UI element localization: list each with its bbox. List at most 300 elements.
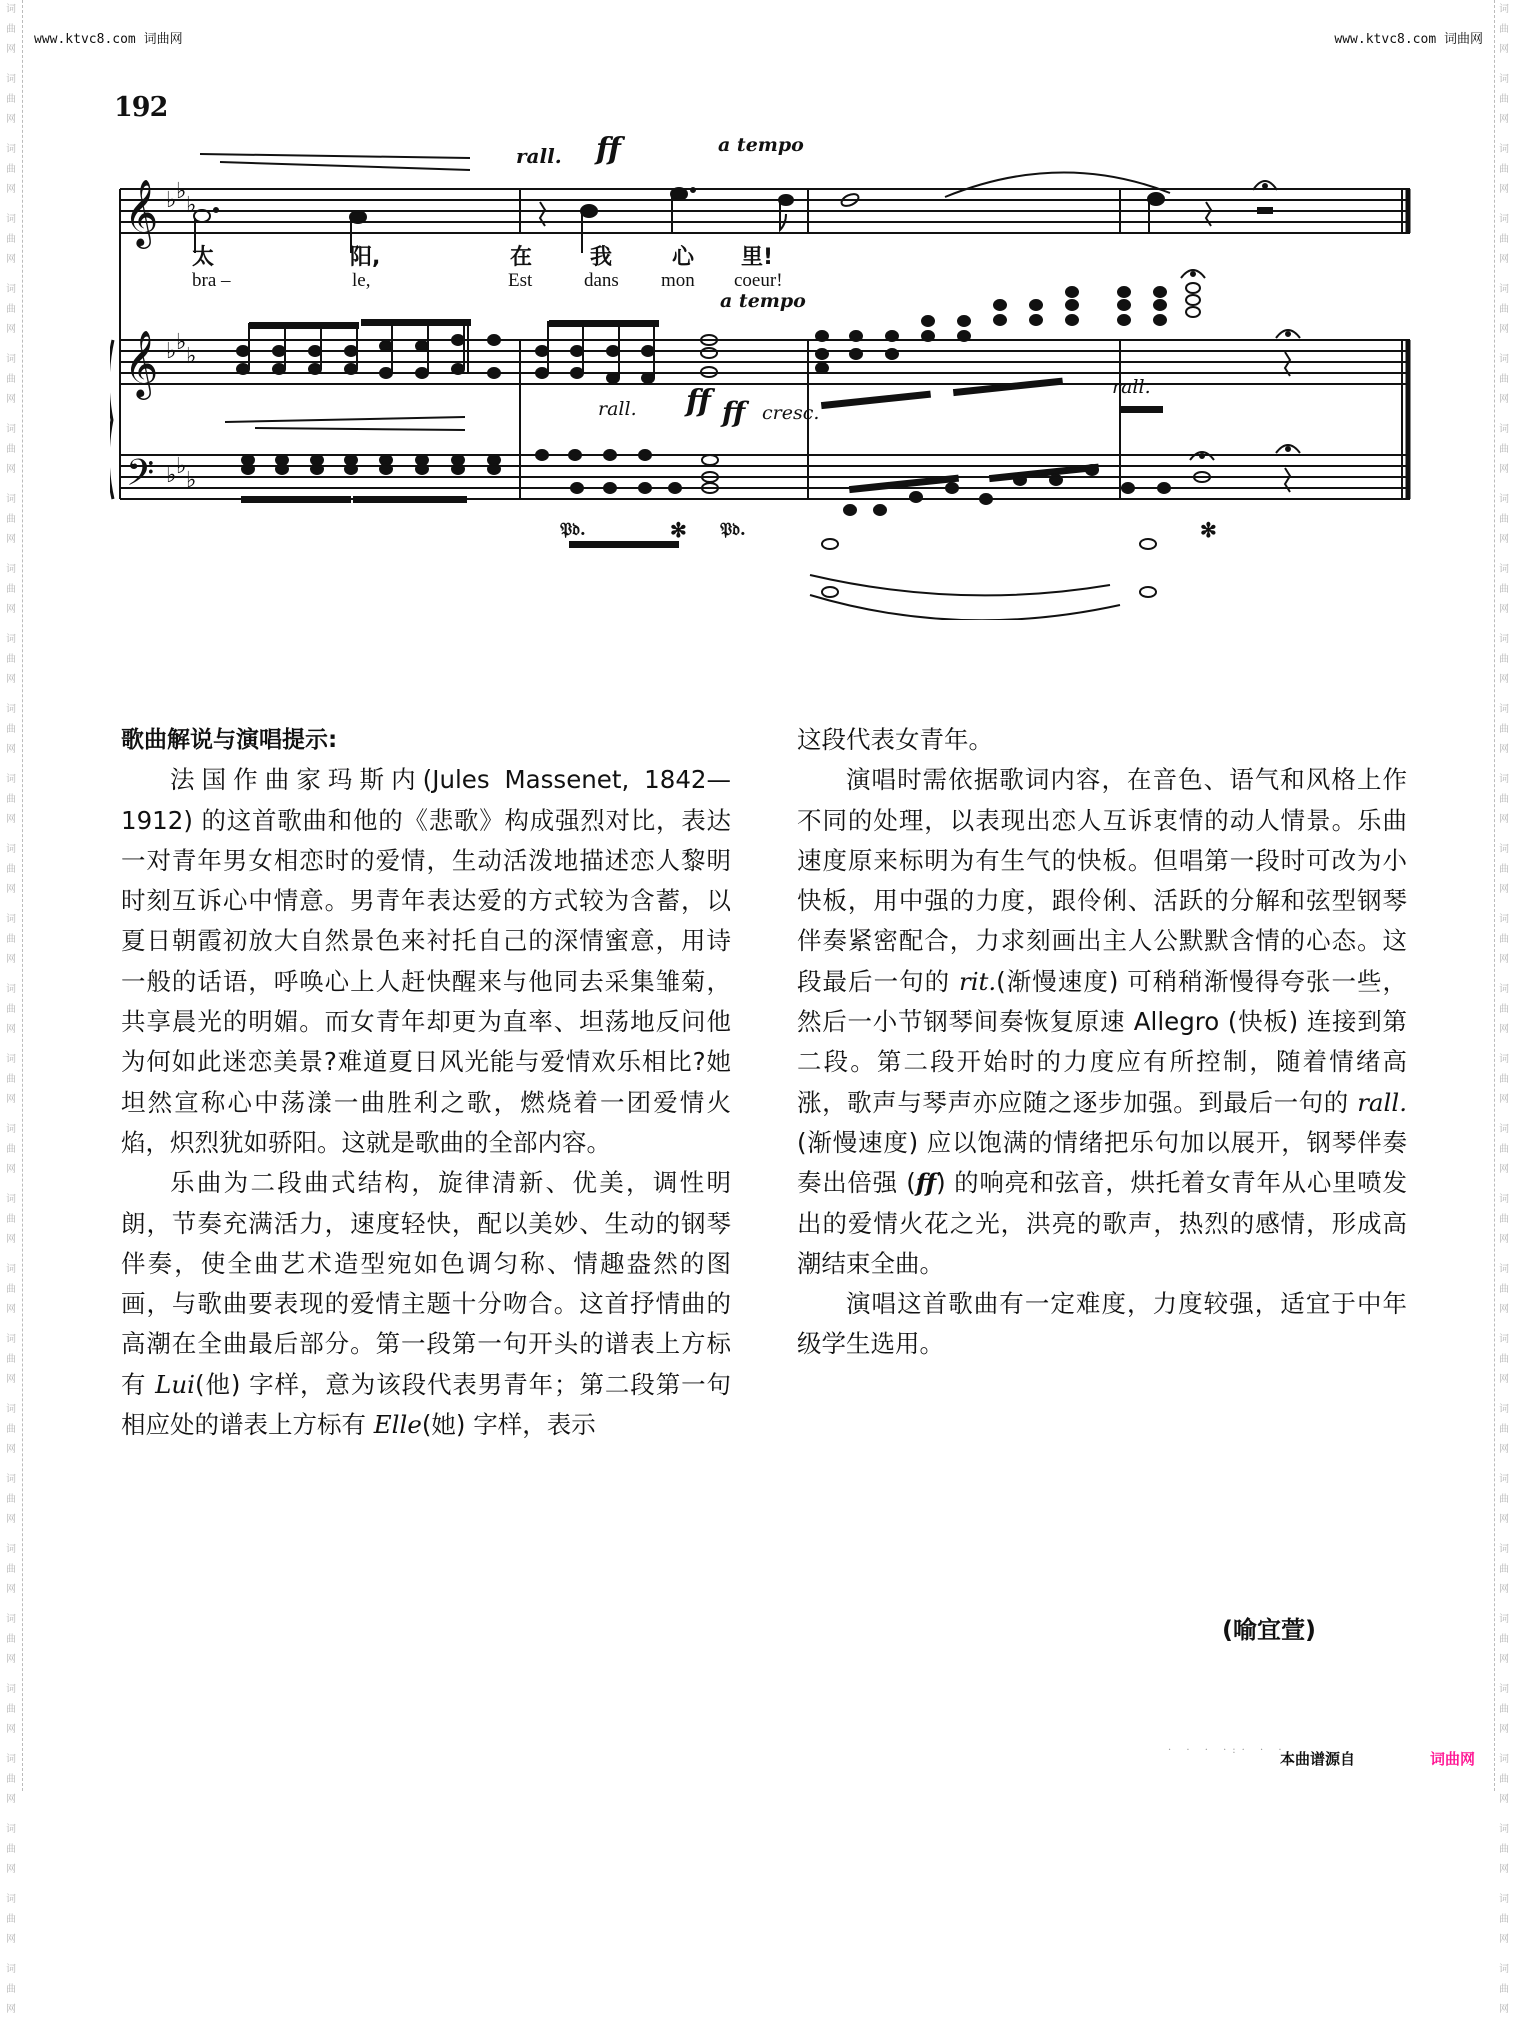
paragraph-text: (渐慢速度) 可稍稍渐慢得夸张一些，然后一小节钢琴间奏恢复原速 Allegro (快板) 连接到第二段。第二段开始时的力度应有所控制，随着情绪高涨，歌声与琴声亦应随之逐步加强。到最后一句的	[797, 966, 1407, 1117]
svg-text:♭: ♭	[166, 339, 177, 364]
footer-dots: · · · ·:· · ·	[1168, 1745, 1288, 1756]
side-watermark-char: 曲	[1499, 1844, 1509, 1855]
side-watermark-group	[0, 490, 22, 550]
side-watermark-char: 网	[1499, 604, 1509, 615]
side-watermark-char: 词	[6, 1124, 16, 1135]
side-watermark-char: 词	[1499, 1124, 1509, 1135]
lyric-fr-2: le,	[352, 270, 371, 291]
paragraph-text: 乐曲为二段曲式结构，旋律清新、优美，调性明朗，节奏充满活力，速度轻快，配以美妙、生动的钢琴伴奏，使全曲艺术造型宛如色调匀称、情趣盎然的图画，与歌曲要表现的爱情主题十分吻合。这首抒情曲的高潮在全曲最后部分。第一段第一句开头的谱表上方标有	[121, 1168, 731, 1399]
side-watermark-char: 网	[6, 254, 16, 265]
pedal-release-marking: ✻	[670, 518, 687, 542]
side-watermark-char: 网	[1499, 44, 1509, 55]
side-watermark-group	[0, 280, 22, 340]
lyric-cn-4: 我	[590, 245, 613, 270]
side-watermark-char: 词	[1499, 1754, 1509, 1765]
side-watermark-char: 词	[6, 984, 16, 995]
side-watermark-char: 曲	[1499, 1144, 1509, 1155]
footer-brand-link[interactable]: 词曲网	[1430, 1750, 1476, 1768]
side-watermark-char: 网	[6, 604, 16, 615]
side-watermark-group	[0, 1610, 22, 1670]
side-watermark-char: 曲	[6, 1144, 16, 1155]
side-watermark-char: 曲	[1499, 1984, 1509, 1995]
side-watermark-char: 词	[6, 564, 16, 575]
side-watermark-char: 词	[1499, 1824, 1509, 1835]
svg-text:♭: ♭	[186, 344, 197, 369]
side-watermark-char: 网	[1499, 464, 1509, 475]
side-watermark-char: 曲	[1499, 1914, 1509, 1925]
site-name: 词曲网	[143, 32, 183, 47]
lyric-cn-2: 阳,	[350, 245, 381, 270]
treble-clef-icon: 𝄞	[124, 329, 159, 397]
svg-text:♭: ♭	[176, 454, 187, 479]
side-watermark-char: 曲	[6, 1984, 16, 1995]
side-watermark-char: 曲	[6, 94, 16, 105]
term-elle: Elle	[373, 1410, 422, 1440]
side-watermark-char: 网	[1499, 1374, 1509, 1385]
treble-clef-icon: 𝄞	[124, 178, 159, 246]
side-watermark-char: 词	[1499, 774, 1509, 785]
side-watermark-group	[0, 910, 22, 970]
side-watermark-group	[0, 1400, 22, 1460]
side-watermark-group	[1495, 1680, 1513, 1740]
side-watermark-char: 曲	[6, 1284, 16, 1295]
side-watermark-char: 网	[6, 1304, 16, 1315]
side-watermark-char: 词	[1499, 354, 1509, 365]
side-watermark-char: 网	[6, 1724, 16, 1735]
side-watermark-char: 网	[6, 1094, 16, 1105]
left-watermark-strip	[0, 0, 23, 2015]
side-watermark-group	[0, 630, 22, 690]
lyric-fr-4: dans	[584, 270, 619, 291]
svg-text:♭: ♭	[186, 468, 197, 493]
side-watermark-char: 网	[1499, 954, 1509, 965]
side-watermark-char: 曲	[1499, 934, 1509, 945]
side-watermark-group	[0, 0, 22, 60]
side-watermark-char: 网	[6, 1024, 16, 1035]
side-watermark-char: 词	[6, 914, 16, 925]
piano-rall2-marking: rall.	[1112, 376, 1151, 398]
side-watermark-char: 网	[6, 1374, 16, 1385]
side-watermark-char: 网	[1499, 324, 1509, 335]
side-watermark-char: 曲	[6, 1844, 16, 1855]
side-watermark-char: 词	[6, 1754, 16, 1765]
svg-text:♭: ♭	[166, 463, 177, 488]
side-watermark-char: 曲	[6, 654, 16, 665]
lyric-fr-1: bra –	[192, 270, 231, 291]
side-watermark-group	[1495, 1400, 1513, 1460]
side-watermark-group	[0, 1890, 22, 1950]
side-watermark-group	[1495, 910, 1513, 970]
side-watermark-char: 词	[1499, 214, 1509, 225]
ff-marking: ff	[596, 132, 621, 167]
side-watermark-group	[1495, 1960, 1513, 2020]
side-watermark-char: 曲	[6, 1424, 16, 1435]
side-watermark-char: 词	[1499, 1194, 1509, 1205]
side-watermark-char: 网	[6, 744, 16, 755]
side-watermark-char: 曲	[1499, 1214, 1509, 1225]
side-watermark-char: 词	[1499, 704, 1509, 715]
side-watermark-char: 网	[1499, 534, 1509, 545]
side-watermark-char: 曲	[1499, 1564, 1509, 1575]
side-watermark-char: 曲	[6, 934, 16, 945]
side-watermark-group	[1495, 770, 1513, 830]
side-watermark-char: 词	[6, 634, 16, 645]
side-watermark-char: 词	[1499, 564, 1509, 575]
side-watermark-char: 曲	[1499, 1774, 1509, 1785]
article-paragraph	[121, 1163, 731, 1445]
lyric-cn-1: 太	[192, 245, 215, 270]
article-left-column	[121, 720, 731, 1445]
side-watermark-char: 词	[1499, 1054, 1509, 1065]
article-paragraph	[797, 760, 1407, 1284]
side-watermark-group	[0, 1190, 22, 1250]
side-watermark-char: 曲	[1499, 1354, 1509, 1365]
side-watermark-char: 词	[1499, 424, 1509, 435]
site-watermark-left	[34, 28, 183, 47]
voice-staff	[120, 189, 1410, 233]
author-credit: (喻宜萱)	[1222, 1616, 1316, 1644]
piano-ff-marking: ff	[686, 384, 711, 419]
side-watermark-group	[1495, 420, 1513, 480]
side-watermark-group	[1495, 980, 1513, 1040]
side-watermark-char: 网	[6, 1514, 16, 1525]
side-watermark-group	[0, 1120, 22, 1180]
side-watermark-group	[1495, 1120, 1513, 1180]
score-notation	[110, 140, 1420, 620]
article-paragraph: 法国作曲家玛斯内(Jules Massenet, 1842—1912) 的这首歌曲和他的《悲歌》构成强烈对比，表达一对青年男女相恋时的爱情，生动活泼地描述恋人黎明时刻互诉心中情意。男青年表达爱的方式较为含蓄，以夏日朝霞初放大自然景色来衬托自己的深情蜜意，用诗一般的话语，呼唤心上人赶快醒来与他同去采集雏菊，共享晨光的明媚。而女青年却更为直率、坦荡地反问他为何如此迷恋美景?难道夏日风光能与爱情欢乐相比?她坦然宣称心中荡漾一曲胜利之歌，燃烧着一团爱情火焰，炽烈犹如骄阳。这就是歌曲的全部内容。	[121, 765, 731, 1157]
side-watermark-char: 曲	[1499, 1424, 1509, 1435]
side-watermark-char: 曲	[1499, 164, 1509, 175]
side-watermark-char: 曲	[1499, 724, 1509, 735]
side-watermark-group	[0, 980, 22, 1040]
side-watermark-char: 词	[6, 1824, 16, 1835]
side-watermark-char: 网	[1499, 1444, 1509, 1455]
term-ff: ff	[915, 1168, 937, 1198]
side-watermark-group	[0, 1050, 22, 1110]
side-watermark-char: 曲	[1499, 94, 1509, 105]
side-watermark-char: 曲	[6, 864, 16, 875]
side-watermark-char: 网	[6, 464, 16, 475]
svg-text:♭: ♭	[176, 179, 187, 204]
side-watermark-char: 曲	[1499, 584, 1509, 595]
side-watermark-group	[0, 700, 22, 760]
side-watermark-char: 词	[1499, 984, 1509, 995]
side-watermark-group	[0, 1820, 22, 1880]
side-watermark-char: 词	[1499, 4, 1509, 15]
side-watermark-char: 曲	[1499, 1634, 1509, 1645]
lyric-fr-5: mon	[661, 270, 695, 291]
side-watermark-char: 网	[6, 324, 16, 335]
side-watermark-char: 网	[1499, 1584, 1509, 1595]
side-watermark-group	[1495, 1890, 1513, 1950]
paragraph-text: (她) 字样，表示	[421, 1410, 596, 1440]
side-watermark-char: 曲	[1499, 654, 1509, 665]
side-watermark-char: 曲	[6, 1774, 16, 1785]
piano-rall-marking: rall.	[598, 398, 637, 420]
term-rall: rall.	[1357, 1087, 1407, 1117]
side-watermark-char: 词	[6, 1054, 16, 1065]
side-watermark-char: 曲	[6, 1214, 16, 1225]
side-watermark-char: 词	[1499, 1894, 1509, 1905]
side-watermark-char: 词	[1499, 1684, 1509, 1695]
term-lui: Lui	[155, 1369, 196, 1399]
side-watermark-char: 网	[6, 1234, 16, 1245]
side-watermark-char: 曲	[6, 234, 16, 245]
side-watermark-char: 词	[6, 844, 16, 855]
side-watermark-char: 词	[6, 1964, 16, 1975]
side-watermark-group	[0, 70, 22, 130]
side-watermark-char: 网	[1499, 1164, 1509, 1175]
piano-ff-cresc-marking: ff	[722, 396, 746, 429]
treble-rising-chords	[816, 270, 1300, 376]
site-url: www.ktvc8.com	[1334, 32, 1437, 47]
side-watermark-group	[1495, 1190, 1513, 1250]
side-watermark-group	[0, 770, 22, 830]
side-watermark-char: 曲	[6, 584, 16, 595]
side-watermark-char: 网	[6, 674, 16, 685]
side-watermark-char: 词	[6, 1474, 16, 1485]
side-watermark-char: 词	[1499, 634, 1509, 645]
rall-marking: rall.	[516, 144, 562, 168]
side-watermark-group	[1495, 280, 1513, 340]
side-watermark-char: 网	[6, 1934, 16, 1945]
side-watermark-char: 词	[6, 704, 16, 715]
side-watermark-group	[1495, 1050, 1513, 1110]
side-watermark-char: 网	[1499, 1094, 1509, 1105]
side-watermark-group	[1495, 1820, 1513, 1880]
side-watermark-char: 曲	[1499, 304, 1509, 315]
side-watermark-char: 网	[1499, 114, 1509, 125]
side-watermark-char: 词	[1499, 1614, 1509, 1625]
side-watermark-char: 曲	[6, 444, 16, 455]
side-watermark-group	[0, 140, 22, 200]
side-watermark-char: 网	[6, 184, 16, 195]
side-watermark-char: 网	[1499, 254, 1509, 265]
article-paragraph: 这段代表女青年。	[797, 725, 993, 754]
side-watermark-char: 曲	[6, 794, 16, 805]
pedal-release-marking: ✻	[1200, 518, 1217, 542]
side-watermark-group	[1495, 490, 1513, 550]
side-watermark-char: 网	[6, 114, 16, 125]
side-watermark-char: 网	[1499, 884, 1509, 895]
right-watermark-strip	[1494, 0, 1513, 2015]
side-watermark-char: 曲	[6, 164, 16, 175]
paragraph-text: 演唱时需依据歌词内容，在音色、语气和风格上作不同的处理，以表现出恋人互诉衷情的动人情景。乐曲速度原来标明为有生气的快板。但唱第一段时可改为小快板，用中强的力度，跟伶俐、活跃的分解和弦型钢琴伴奏紧密配合，力求刻画出主人公默默含情的心态。这段最后一句的	[797, 765, 1407, 996]
side-watermark-char: 词	[6, 4, 16, 15]
side-watermark-char: 网	[1499, 1024, 1509, 1035]
side-watermark-group	[0, 210, 22, 270]
side-watermark-group	[0, 560, 22, 620]
side-watermark-char: 网	[6, 2004, 16, 2015]
side-watermark-char: 词	[1499, 144, 1509, 155]
side-watermark-char: 网	[1499, 394, 1509, 405]
side-watermark-char: 网	[1499, 1724, 1509, 1735]
side-watermark-char: 网	[6, 1164, 16, 1175]
side-watermark-char: 词	[6, 284, 16, 295]
side-watermark-group	[1495, 350, 1513, 410]
svg-text:♭: ♭	[186, 193, 197, 218]
side-watermark-char: 网	[1499, 1864, 1509, 1875]
side-watermark-char: 词	[6, 74, 16, 85]
side-watermark-char: 词	[1499, 844, 1509, 855]
side-watermark-char: 曲	[6, 304, 16, 315]
side-watermark-char: 曲	[6, 24, 16, 35]
side-watermark-char: 网	[1499, 1514, 1509, 1525]
side-watermark-char: 词	[6, 494, 16, 505]
side-watermark-char: 网	[6, 1654, 16, 1665]
side-watermark-char: 网	[1499, 1934, 1509, 1945]
side-watermark-char: 词	[1499, 1264, 1509, 1275]
side-watermark-group	[1495, 1610, 1513, 1670]
side-watermark-char: 曲	[1499, 1494, 1509, 1505]
side-watermark-char: 网	[6, 394, 16, 405]
lyric-cn-3: 在	[510, 245, 533, 270]
side-watermark-char: 曲	[1499, 374, 1509, 385]
side-watermark-group	[0, 420, 22, 480]
page-number: 192	[114, 92, 168, 123]
side-watermark-char: 网	[6, 44, 16, 55]
side-watermark-char: 词	[6, 1194, 16, 1205]
side-watermark-group	[1495, 140, 1513, 200]
side-watermark-char: 曲	[1499, 1004, 1509, 1015]
side-watermark-group	[1495, 1330, 1513, 1390]
site-url: www.ktvc8.com	[34, 32, 136, 47]
side-watermark-char: 网	[6, 1794, 16, 1805]
side-watermark-char: 曲	[6, 1634, 16, 1645]
side-watermark-char: 曲	[6, 724, 16, 735]
side-watermark-group	[1495, 1470, 1513, 1530]
side-watermark-char: 网	[6, 1444, 16, 1455]
side-watermark-char: 曲	[6, 514, 16, 525]
side-watermark-group	[0, 840, 22, 900]
side-watermark-char: 网	[1499, 1304, 1509, 1315]
pedal-down-marking: 𝔓𝔡.	[720, 520, 746, 540]
side-watermark-char: 网	[1499, 674, 1509, 685]
svg-text:♭: ♭	[176, 330, 187, 355]
side-watermark-group	[0, 350, 22, 410]
article-paragraph: 演唱这首歌曲有一定难度，力度较强，适宜于中年级学生选用。	[797, 1289, 1407, 1359]
side-watermark-char: 曲	[6, 374, 16, 385]
side-watermark-group	[0, 1680, 22, 1740]
term-rit: rit.	[958, 966, 997, 996]
side-watermark-char: 词	[6, 354, 16, 365]
side-watermark-char: 网	[1499, 1234, 1509, 1245]
side-watermark-char: 词	[1499, 1404, 1509, 1415]
side-watermark-group	[1495, 210, 1513, 270]
side-watermark-char: 曲	[1499, 864, 1509, 875]
side-watermark-group	[0, 1750, 22, 1810]
paragraph-text: ) 的响亮和弦音，烘托着女青年从心里喷发出的爱情火花之光，洪亮的歌声，热烈的感情，形成高潮结束全曲。	[797, 1168, 1407, 1278]
side-watermark-group	[1495, 560, 1513, 620]
side-watermark-char: 词	[1499, 494, 1509, 505]
side-watermark-char: 词	[1499, 74, 1509, 85]
side-watermark-group	[0, 1470, 22, 1530]
side-watermark-char: 词	[6, 1334, 16, 1345]
side-watermark-char: 曲	[1499, 24, 1509, 35]
side-watermark-char: 曲	[1499, 1704, 1509, 1715]
side-watermark-char: 网	[1499, 814, 1509, 825]
side-watermark-group	[1495, 70, 1513, 130]
side-watermark-group	[1495, 1540, 1513, 1600]
side-watermark-char: 曲	[1499, 444, 1509, 455]
side-watermark-char: 词	[1499, 1544, 1509, 1555]
side-watermark-char: 曲	[6, 1494, 16, 1505]
side-watermark-group	[1495, 1260, 1513, 1320]
a-tempo-marking: a tempo	[718, 134, 804, 156]
piano-a-tempo-marking: a tempo	[720, 290, 806, 312]
side-watermark-char: 曲	[6, 1354, 16, 1365]
side-watermark-char: 曲	[1499, 1074, 1509, 1085]
bass-chords	[242, 450, 718, 493]
pedal-down-marking: 𝔓𝔡.	[560, 520, 586, 540]
side-watermark-char: 词	[6, 1894, 16, 1905]
side-watermark-char: 词	[6, 1614, 16, 1625]
side-watermark-char: 词	[1499, 1334, 1509, 1345]
side-watermark-char: 词	[6, 214, 16, 225]
side-watermark-char: 网	[6, 814, 16, 825]
site-watermark-right	[1334, 28, 1483, 47]
side-watermark-char: 词	[1499, 1474, 1509, 1485]
cresc-marking: cresc.	[762, 402, 820, 424]
side-watermark-char: 曲	[6, 1004, 16, 1015]
side-watermark-char: 词	[1499, 284, 1509, 295]
paragraph-text: (他) 字样，意为该段代表男青年；第二段第一句相应处的谱表上方标有	[121, 1369, 732, 1440]
footer-source-label: 本曲谱源自	[1280, 1750, 1356, 1768]
side-watermark-group	[1495, 700, 1513, 760]
side-watermark-char: 曲	[6, 1564, 16, 1575]
lyric-fr-3: Est	[508, 270, 533, 291]
side-watermark-char: 网	[1499, 1794, 1509, 1805]
side-watermark-char: 曲	[1499, 794, 1509, 805]
side-watermark-char: 网	[1499, 744, 1509, 755]
side-watermark-char: 词	[1499, 1964, 1509, 1975]
side-watermark-group	[1495, 630, 1513, 690]
side-watermark-char: 网	[1499, 184, 1509, 195]
side-watermark-group	[0, 1330, 22, 1390]
side-watermark-char: 词	[6, 1404, 16, 1415]
side-watermark-char: 词	[6, 774, 16, 785]
side-watermark-group	[1495, 1750, 1513, 1810]
side-watermark-char: 词	[6, 1264, 16, 1275]
paragraph-text: (渐慢速度) 应以饱满的情绪把乐句加以展开，钢琴伴奏奏出倍强 (	[797, 1127, 1407, 1198]
lyric-fr-6: coeur!	[734, 270, 783, 291]
lyric-cn-6: 里!	[741, 245, 774, 270]
side-watermark-char: 网	[1499, 2004, 1509, 2015]
side-watermark-char: 词	[6, 424, 16, 435]
side-watermark-group	[0, 1960, 22, 2020]
side-watermark-char: 曲	[6, 1074, 16, 1085]
side-watermark-char: 曲	[1499, 1284, 1509, 1295]
side-watermark-char: 网	[6, 954, 16, 965]
lyric-cn-5: 心	[672, 245, 695, 270]
side-watermark-group	[1495, 0, 1513, 60]
side-watermark-char: 词	[6, 1684, 16, 1695]
side-watermark-char: 网	[1499, 1654, 1509, 1665]
side-watermark-char: 网	[6, 1864, 16, 1875]
music-score	[110, 132, 1420, 620]
site-name: 词曲网	[1443, 32, 1483, 47]
svg-text:♭: ♭	[166, 188, 177, 213]
side-watermark-group	[0, 1260, 22, 1320]
side-watermark-group	[0, 1540, 22, 1600]
side-watermark-char: 网	[6, 1584, 16, 1595]
side-watermark-char: 曲	[1499, 234, 1509, 245]
side-watermark-char: 曲	[6, 1914, 16, 1925]
article-right-column	[797, 720, 1407, 1365]
bass-clef-icon: 𝄢	[126, 452, 155, 503]
side-watermark-char: 网	[6, 884, 16, 895]
article-heading: 歌曲解说与演唱提示:	[121, 727, 338, 753]
